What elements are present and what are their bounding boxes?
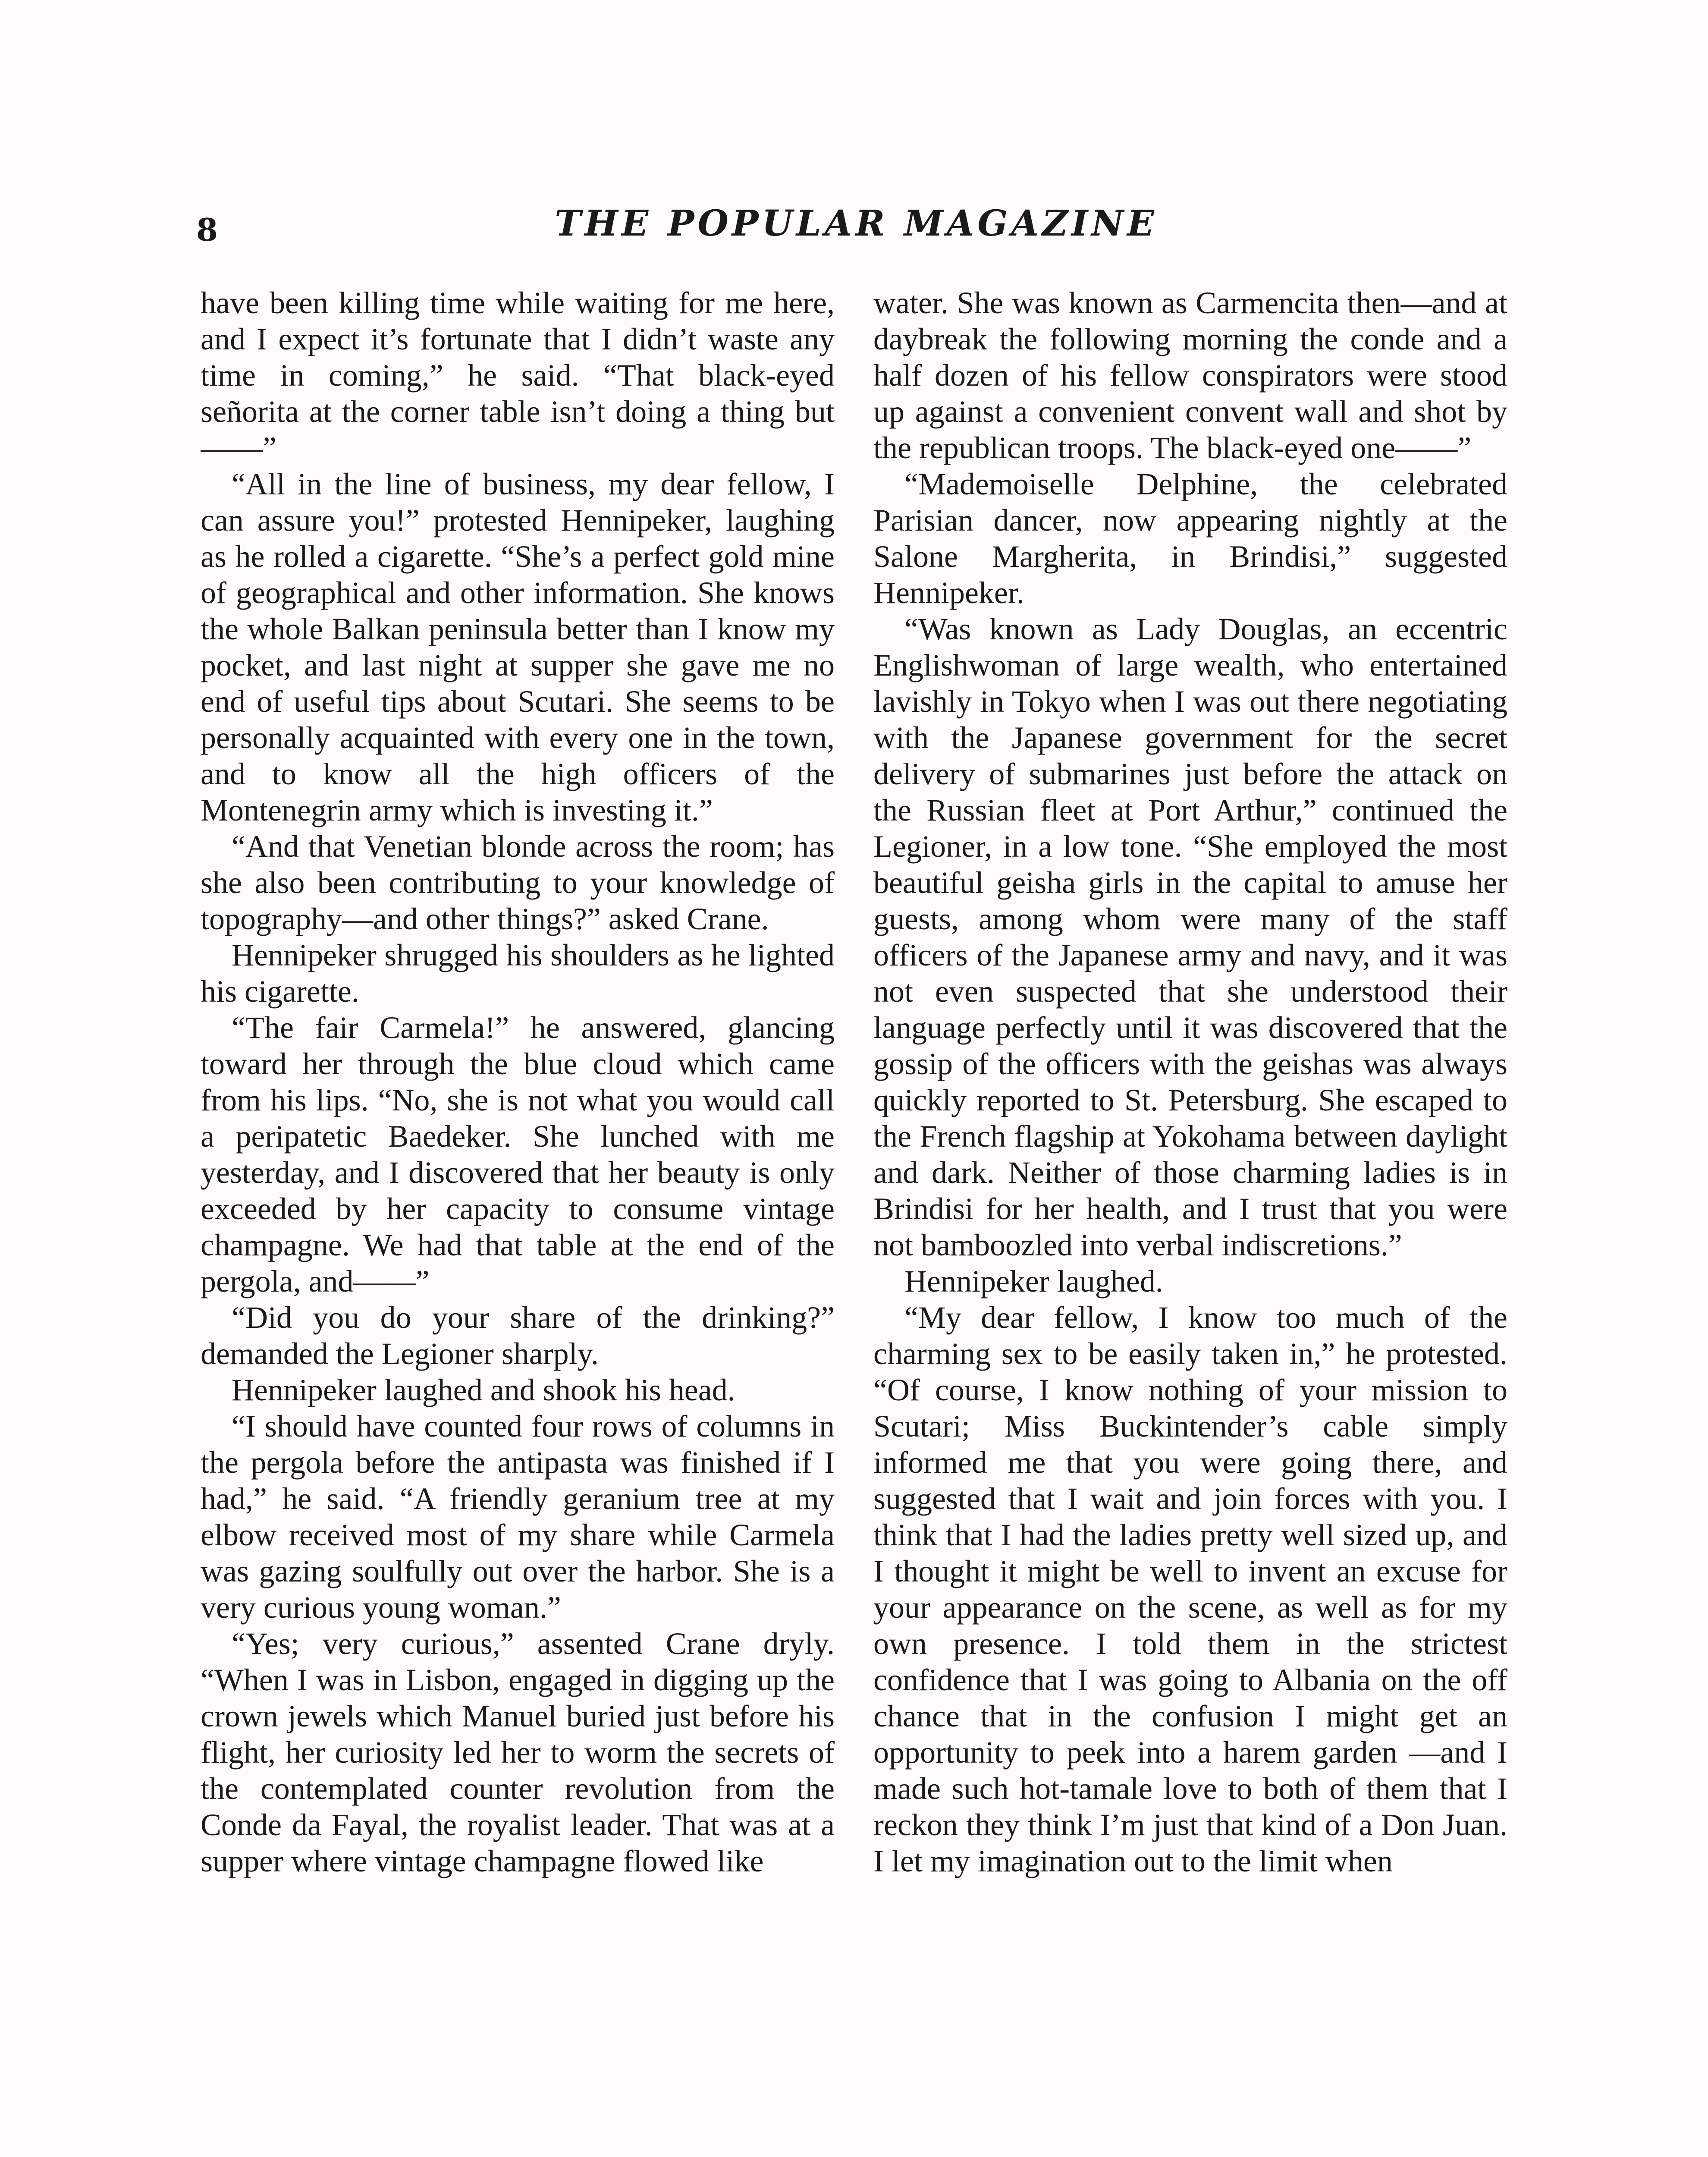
- paragraph: “I should have counted four rows of columns in the pergola before the antipasta was finished if I had,” he said. “A friendly geranium tree at my elbow received most of my share while Carmela was gazing soulfully out over the harbor. She is a very curious young woman.”: [201, 1409, 835, 1625]
- page-header: [196, 203, 1516, 255]
- paragraph: Hennipeker laughed.: [904, 1264, 1163, 1299]
- paragraph: “The fair Carmela!” he answered, glancing toward her through the blue cloud which came from his lips. “No, she is not what you would call a peripatetic Baedeker. She lunched with me yesterday, and I discovered that her beauty is only exceeded by her capacity to consume vintage champagne. We had that table at the end of the pergola, and——”: [201, 1010, 835, 1299]
- paragraph: “All in the line of business, my dear fellow, I can assure you!” protested Hennipeker, laughing as he rolled a cigarette. “She’s a perfect gold mine of geographical and other information. She knows the whole Balkan peninsula better than I know my pocket, and last night at supper she gave me no end of useful tips about Scutari. She seems to be personally acquainted with every one in the town, and to know all the high officers of the Montenegrin army which is investing it.”: [201, 467, 835, 827]
- paragraph: Hennipeker laughed and shook his head.: [232, 1373, 735, 1407]
- paragraph: “My dear fellow, I know too much of the charming sex to be easily taken in,” he protested. “Of course, I know nothing of your mission to Scutari; Miss Buckintender’s cable simply informed me that you were going there, and suggested that I wait and join forces with you. I think that I had the ladies pretty well sized up, and I thought it might be well to invent an excuse for your appearance on the scene, as well as for my own presence. I told them in the strictest confidence that I was going to Albania on the off chance that in the confusion I might get an opportunity to peek into a harem garden —and I made such hot-tamale love to both of them that I reckon they think I’m just that kind of a Don Juan. I let my imagination out to the limit when: [873, 1300, 1507, 1878]
- running-head: THE POPULAR MAGAZINE: [555, 203, 1158, 244]
- paragraph: Hennipeker shrugged his shoulders as he lighted his cigarette.: [201, 938, 835, 1009]
- paragraph: “Did you do your share of the drinking?” demanded the Legioner sharply.: [201, 1300, 835, 1371]
- paragraph: “Mademoiselle Delphine, the celebrated Parisian dancer, now appearing nightly at the Salone Margherita, in Brindisi,” suggested Hennipeker.: [873, 467, 1507, 610]
- paragraph: have been killing time while waiting for me here, and I expect it’s fortunate that I didn’t waste any time in coming,” he said. “That black-eyed señorita at the corner table isn’t doing a thing but——”: [201, 286, 835, 465]
- right-column: [873, 285, 1507, 2157]
- paragraph: water. She was known as Carmencita then—and at daybreak the following morning the conde and a half dozen of his fellow conspirators were stood up against a convenient convent wall and shot by the republican troops. The black-eyed one——”: [873, 286, 1507, 465]
- paragraph: “And that Venetian blonde across the room; has she also been contributing to your knowledge of topography—and other things?” asked Crane.: [201, 829, 835, 936]
- page-number: 8: [196, 211, 218, 248]
- paragraph: “Was known as Lady Douglas, an eccentric Englishwoman of large wealth, who entertained lavishly in Tokyo when I was out there negotiating with the Japanese government for the secret delivery of submarines just before the attack on the Russian fleet at Port Arthur,” continued the Legioner, in a low tone. “She employed the most beautiful geisha girls in the capital to amuse her guests, among whom were many of the staff officers of the Japanese army and navy, and it was not even suspected that she understood their language perfectly until it was discovered that the gossip of the officers with the geishas was always quickly reported to St. Petersburg. She escaped to the French flagship at Yokohama between daylight and dark. Neither of those charming ladies is in Brindisi for her health, and I trust that you were not bamboozled into verbal indiscretions.”: [873, 612, 1507, 1262]
- paragraph: “Yes; very curious,” assented Crane dryly. “When I was in Lisbon, engaged in digging up the crown jewels which Manuel buried just before his flight, her curiosity led her to worm the secrets of the contemplated counter revolution from the Conde da Fayal, the royalist leader. That was at a supper where vintage champagne flowed like: [201, 1626, 835, 1878]
- left-column: [201, 285, 835, 2157]
- text-columns: [201, 285, 1507, 2157]
